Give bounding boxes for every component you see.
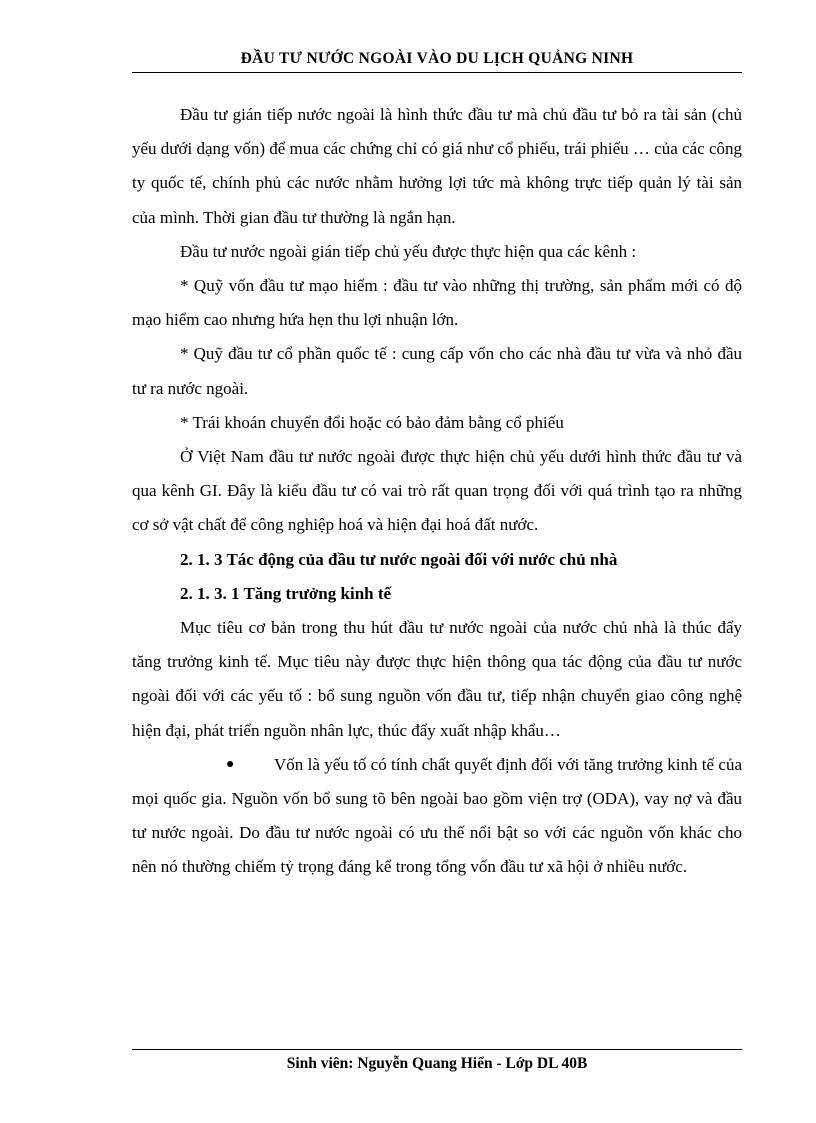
paragraph-vietnam: Ở Việt Nam đầu tư nước ngoài được thực hiện chủ yếu dưới hình thức đầu tư và qua kênh GI. Đây là kiểu đầu tư có vai trò rất quan trọng đối với quá trình tạo ra những cơ sở vật chất để công nghiệp hoá và hiện đại hoá đất nước. bbox=[132, 447, 742, 535]
bullet-item-text: Vốn là yếu tố có tính chất quyết định đối với tăng trưởng kinh tế của mọi quốc gia. Nguồn vốn bổ sung tõ bên ngoài bao gồm viện trợ (ODA), vay nợ và đầu tư nước ngoài. Do đầu tư nước ngoài có ưu thế nổi bật so với các nguồn vốn khác cho nên nó thường chiếm tỷ trọng đáng kể trong tổng vốn đầu tư xã hội ở nhiều nước. bbox=[132, 754, 742, 877]
paragraph-equity-fund: * Quỹ đầu tư cổ phần quốc tế : cung cấp vốn cho các nhà đầu tư vừa và nhỏ đầu tư ra nước ngoài. bbox=[132, 344, 742, 398]
section-heading-2-1-3-1: 2. 1. 3. 1 Tăng trưởng kinh tế bbox=[180, 583, 392, 603]
document-body bbox=[132, 98, 742, 885]
footer-divider bbox=[132, 1049, 742, 1050]
paragraph-indirect-investment: Đầu tư gián tiếp nước ngoài là hình thức đầu tư mà chủ đầu tư bỏ ra tài sản (chủ yếu dưới dạng vốn) để mua các chứng chỉ có giá như cổ phiếu, trái phiếu … của các công ty quốc tế, chính phủ các nước nhằm hưởng lợi tức mà không trực tiếp quản lý tài sản của mình. Thời gian đầu tư thường là ngắn hạn. bbox=[132, 105, 742, 227]
page-header-title: ĐẦU TƯ NƯỚC NGOÀI VÀO DU LỊCH QUẢNG NINH bbox=[240, 50, 634, 67]
paragraph-venture-fund: * Quỹ vốn đầu tư mạo hiểm : đầu tư vào những thị trường, sản phẩm mới có độ mạo hiểm cao nhưng hứa hẹn thu lợi nhuận lớn. bbox=[132, 276, 742, 330]
paragraph-channels-intro: Đầu tư nước ngoài gián tiếp chủ yếu được thực hiện qua các kênh : bbox=[180, 241, 637, 261]
bullet-item-capital bbox=[132, 748, 742, 885]
page-footer: Sinh viên: Nguyễn Quang Hiển - Lớp DL 40B bbox=[286, 1055, 588, 1072]
bullet-dot-icon: ● bbox=[226, 756, 235, 772]
section-heading-2-1-3: 2. 1. 3 Tác động của đầu tư nước ngoài đối với nước chủ nhà bbox=[180, 549, 618, 569]
paragraph-growth-goal: Mục tiêu cơ bản trong thu hút đầu tư nước ngoài của nước chủ nhà là thúc đẩy tăng trưởng kinh tế. Mục tiêu này được thực hiện thông qua tác động của đầu tư nước ngoài đối với các yếu tố : bổ sung nguồn vốn đầu tư, tiếp nhận chuyển giao công nghệ hiện đại, phát triển nguồn nhân lực, thúc đẩy xuất nhập khẩu… bbox=[132, 618, 742, 740]
paragraph-convertible-bonds: * Trái khoán chuyển đổi hoặc có bảo đảm bằng cổ phiếu bbox=[180, 412, 564, 432]
header-divider bbox=[132, 72, 742, 73]
